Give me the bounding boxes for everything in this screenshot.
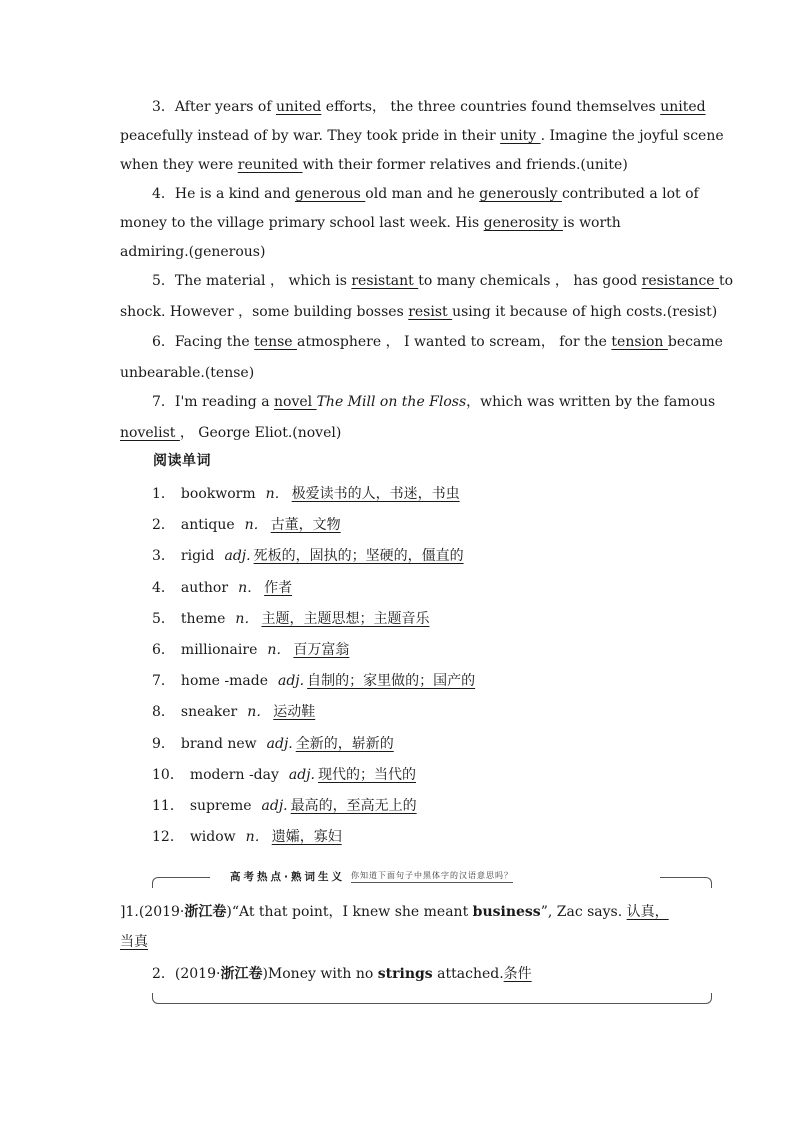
vocab-row bbox=[152, 730, 475, 761]
question-source: 浙江卷 bbox=[220, 966, 263, 982]
vocab-number: 3． bbox=[152, 548, 175, 565]
vocab-chinese: 自制的；家里做的；国产的 bbox=[307, 673, 476, 690]
answer-blank: generous bbox=[294, 186, 366, 202]
vocab-part-of-speech: adj. bbox=[261, 797, 288, 814]
item-line bbox=[120, 151, 668, 180]
hotspot-header bbox=[210, 865, 660, 887]
item-line bbox=[120, 297, 718, 328]
vocab-chinese: 百万富翁 bbox=[293, 641, 350, 658]
item-number: 5． bbox=[152, 273, 175, 289]
item-text: when they were bbox=[120, 157, 238, 173]
vocab-part-of-speech: n． bbox=[238, 579, 262, 596]
item-text: The material ， which is bbox=[174, 273, 352, 289]
answer-blank: resistance bbox=[641, 273, 720, 289]
item-text: shock. However ，some building bosses bbox=[120, 304, 409, 320]
hotspot-question-1 bbox=[120, 898, 680, 927]
vocab-english: brand new bbox=[180, 735, 257, 752]
vocab-row bbox=[152, 636, 475, 667]
item-line bbox=[120, 387, 716, 418]
question-text: )Money with no bbox=[262, 966, 378, 982]
vocab-chinese: 现代的；当代的 bbox=[318, 766, 416, 783]
vocab-part-of-speech: adj. bbox=[266, 735, 293, 752]
item-line bbox=[120, 358, 668, 389]
exercise-item-4 bbox=[120, 180, 699, 267]
answer-blank: united bbox=[660, 99, 706, 115]
vocab-part-of-speech: n． bbox=[245, 829, 269, 846]
item-text: contributed a lot of bbox=[561, 186, 699, 202]
vocab-part-of-speech: adj. bbox=[277, 673, 305, 690]
question-lead: ]1.(2019· bbox=[120, 904, 185, 920]
item-text: I'm reading a bbox=[174, 394, 275, 410]
item-text: with their former relatives and friends.(unite) bbox=[302, 157, 628, 173]
vocab-row bbox=[152, 667, 475, 698]
item-text: admiring.(generous) bbox=[120, 244, 266, 260]
item-text: Facing the bbox=[174, 334, 255, 350]
vocab-chinese: 全新的，崭新的 bbox=[295, 735, 394, 752]
vocab-chinese: 运动鞋 bbox=[273, 704, 316, 721]
vocab-chinese: 遗孀，寡妇 bbox=[271, 829, 342, 846]
vocab-english: author bbox=[180, 579, 229, 596]
vocab-number: 6． bbox=[152, 641, 175, 658]
answer-blank: 认真， bbox=[626, 904, 669, 920]
item-text: ，which was written by the famous bbox=[466, 394, 716, 410]
book-title: The Mill on the Floss bbox=[316, 394, 467, 410]
hotspot-subtitle: 你知道下面句子中黑体字的汉语意思吗？ bbox=[351, 870, 513, 883]
hotspot-question-2 bbox=[152, 960, 712, 989]
item-number: 4． bbox=[152, 186, 175, 202]
answer-blank: 条件 bbox=[503, 966, 532, 982]
vocab-number: 9． bbox=[152, 735, 175, 752]
vocab-row bbox=[152, 605, 475, 636]
item-line bbox=[120, 93, 706, 122]
vocab-english: supreme bbox=[189, 797, 252, 814]
hotspot-title: 高考热点·熟词生义 bbox=[230, 870, 345, 883]
answer-blank: tense bbox=[254, 334, 298, 350]
vocab-row bbox=[152, 480, 475, 511]
exercise-item-5 bbox=[120, 266, 734, 328]
item-text: old man and he bbox=[365, 186, 480, 202]
answer-blank: 当真 bbox=[120, 934, 148, 950]
item-text: After years of bbox=[174, 99, 276, 115]
vocab-chinese: 作者 bbox=[264, 579, 293, 596]
vocab-row bbox=[152, 542, 475, 573]
question-source: 浙江卷 bbox=[184, 904, 227, 920]
item-text: unbearable.(tense) bbox=[120, 365, 255, 381]
vocab-chinese: 主题，主题思想；主题音乐 bbox=[261, 610, 430, 627]
vocab-row bbox=[152, 511, 475, 542]
vocab-english: antique bbox=[180, 517, 235, 534]
answer-blank: resist bbox=[408, 304, 453, 320]
vocab-english: theme bbox=[180, 610, 226, 627]
item-line bbox=[120, 209, 668, 238]
item-text: peacefully instead of by war. They took pride in their bbox=[120, 128, 501, 144]
item-text: . Imagine the joyful scene bbox=[540, 128, 724, 144]
question-lead: 2．(2019· bbox=[152, 966, 221, 982]
item-text: efforts， the three countries found themselves bbox=[321, 99, 661, 115]
reading-words-title: 阅读单词 bbox=[153, 453, 211, 469]
item-text: is worth bbox=[562, 215, 621, 231]
question-text: attached. bbox=[432, 966, 504, 982]
vocab-number: 2． bbox=[152, 517, 175, 534]
item-text: to bbox=[719, 273, 734, 289]
vocab-chinese: 最高的，至高无上的 bbox=[290, 797, 417, 814]
vocab-english: rigid bbox=[180, 548, 215, 565]
vocab-part-of-speech: adj. bbox=[288, 766, 315, 783]
vocab-part-of-speech: n． bbox=[235, 610, 259, 627]
vocab-part-of-speech: n． bbox=[244, 517, 268, 534]
item-line bbox=[120, 418, 668, 449]
vocab-chinese: 古董，文物 bbox=[270, 517, 341, 534]
item-text: atmosphere ， I wanted to scream， for the bbox=[297, 334, 612, 350]
exercise-item-3 bbox=[120, 93, 724, 180]
answer-blank: tension bbox=[611, 334, 668, 350]
vocab-number: 5． bbox=[152, 610, 175, 627]
vocab-number: 12． bbox=[152, 829, 184, 846]
question-text: ”, Zac says. bbox=[540, 904, 627, 920]
answer-blank: united bbox=[275, 99, 322, 115]
item-text: to many chemicals ， has good bbox=[418, 273, 642, 289]
vocab-part-of-speech: n． bbox=[267, 641, 291, 658]
vocab-english: sneaker bbox=[180, 704, 238, 721]
item-text: money to the village primary school last week. His bbox=[120, 215, 484, 231]
vocab-number: 7． bbox=[152, 673, 175, 690]
vocab-number: 4． bbox=[152, 579, 175, 596]
item-line bbox=[120, 266, 734, 297]
vocab-row bbox=[152, 792, 475, 823]
vocab-english: modern -day bbox=[189, 766, 279, 783]
answer-blank: generously bbox=[479, 186, 562, 202]
answer-blank: novelist bbox=[120, 425, 180, 441]
answer-blank: reunited bbox=[237, 157, 303, 173]
vocab-row bbox=[152, 574, 475, 605]
answer-blank: novel bbox=[274, 394, 317, 410]
vocab-row bbox=[152, 823, 475, 854]
vocab-number: 10． bbox=[152, 766, 184, 783]
item-number: 6． bbox=[152, 334, 175, 350]
key-word: business bbox=[472, 904, 541, 920]
vocab-chinese: 极爱读书的人，书迷，书虫 bbox=[291, 486, 460, 502]
vocab-number: 11． bbox=[152, 797, 184, 814]
answer-blank: generosity bbox=[483, 215, 563, 231]
question-text: )“At that point，I knew she meant bbox=[226, 904, 473, 920]
vocab-part-of-speech: n． bbox=[247, 704, 271, 721]
vocab-number: 1． bbox=[152, 486, 175, 502]
exercise-item-6 bbox=[120, 327, 723, 389]
item-line bbox=[120, 238, 668, 267]
item-line bbox=[120, 180, 699, 209]
answer-blank: resistant bbox=[351, 273, 419, 289]
item-line bbox=[120, 327, 723, 358]
item-number: 7． bbox=[152, 394, 175, 410]
vocab-english: home -made bbox=[180, 673, 268, 690]
vocab-part-of-speech: n． bbox=[265, 486, 289, 502]
item-line bbox=[120, 122, 724, 151]
box-bottom-border bbox=[152, 993, 712, 1004]
vocab-part-of-speech: adj. bbox=[224, 548, 251, 565]
vocab-english: bookworm bbox=[180, 486, 256, 502]
vocab-number: 8． bbox=[152, 704, 175, 721]
vocab-english: widow bbox=[189, 829, 236, 846]
vocab-english: millionaire bbox=[180, 641, 258, 658]
vocab-row bbox=[152, 698, 475, 729]
exercise-item-7 bbox=[120, 387, 716, 449]
answer-blank: unity bbox=[500, 128, 541, 144]
vocab-chinese: 死板的，固执的；坚硬的，僵直的 bbox=[253, 548, 464, 565]
reading-word-list bbox=[152, 480, 475, 854]
item-text: ， George Eliot.(novel) bbox=[179, 425, 342, 441]
item-text: using it because of high costs.(resist) bbox=[452, 304, 718, 320]
item-text: He is a kind and bbox=[174, 186, 295, 202]
item-number: 3． bbox=[152, 99, 175, 115]
hotspot-question-1-cont bbox=[120, 928, 680, 957]
key-word: strings bbox=[377, 966, 433, 982]
vocab-row bbox=[152, 761, 475, 792]
item-text: became bbox=[667, 334, 723, 350]
